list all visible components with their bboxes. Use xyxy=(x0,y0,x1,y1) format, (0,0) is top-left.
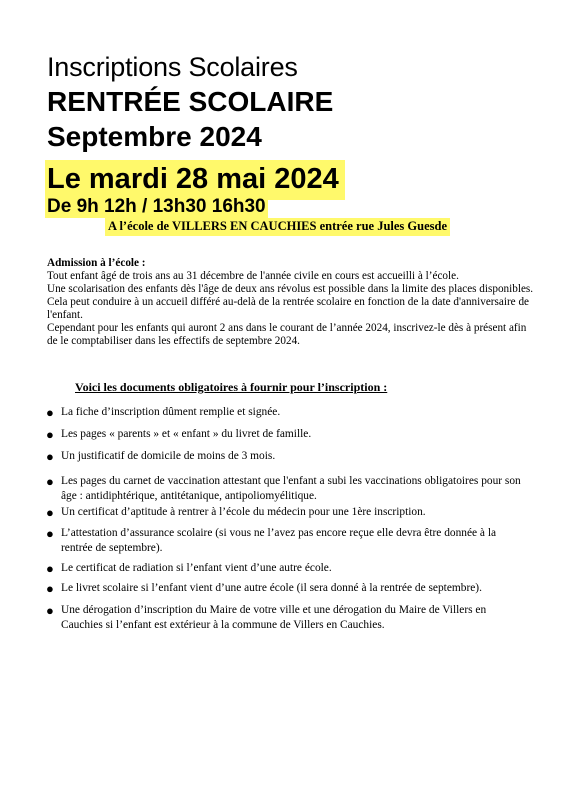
admission-paragraph: Tout enfant âgé de trois ans au 31 décembre de l'année civile en cours est accueilli à l’école. xyxy=(47,270,459,282)
bullet-icon: ● xyxy=(46,505,54,520)
list-item xyxy=(46,561,526,576)
list-item-text: Les pages du carnet de vaccination attestant que l'enfant a subi les vaccinations obligatoires pour son âge : antidiphtérique, antitétanique, antipoliomyélitique. xyxy=(61,475,521,502)
month-heading: Septembre 2024 xyxy=(47,121,262,152)
bullet-icon: ● xyxy=(46,449,54,464)
list-item xyxy=(46,474,526,504)
admission-paragraph: Une scolarisation des enfants dès l'âge de deux ans révolus est possible dans la limite des places disponibles. xyxy=(47,283,534,295)
list-item-text: Un justificatif de domicile de moins de 3 mois. xyxy=(61,450,276,462)
bullet-icon: ● xyxy=(46,581,54,596)
admission-title: Admission à l’école : xyxy=(47,257,146,269)
bullet-icon: ● xyxy=(46,526,54,541)
list-item-text: Un certificat d’aptitude à rentrer à l’école du médecin pour une 1ère inscription. xyxy=(61,506,426,518)
list-item-text: Une dérogation d’inscription du Maire de votre ville et une dérogation du Maire de Villers en Cauchies si l’enfant est extérieur à la commune de Villers en Cauchies. xyxy=(61,604,487,631)
date-heading: Le mardi 28 mai 2024 xyxy=(45,160,345,200)
page-title: Inscriptions Scolaires xyxy=(47,52,298,82)
rentree-heading: RENTRÉE SCOLAIRE xyxy=(47,86,334,117)
list-item-text: Le certificat de radiation si l’enfant vient d’une autre école. xyxy=(61,562,332,574)
list-item-text: L’attestation d’assurance scolaire (si vous ne l’avez pas encore reçue elle devra être donnée à la rentrée de septembre). xyxy=(61,527,497,554)
bullet-icon: ● xyxy=(46,405,54,420)
bullet-icon: ● xyxy=(46,427,54,442)
list-item-text: La fiche d’inscription dûment remplie et signée. xyxy=(61,406,281,418)
bullet-icon: ● xyxy=(46,474,54,489)
bullet-icon: ● xyxy=(46,561,54,576)
bullet-icon: ● xyxy=(46,603,54,618)
admission-section xyxy=(47,257,537,348)
admission-paragraph: Cela peut conduire à un accueil différé au-delà de la rentrée scolaire en fonction de la date d'anniversaire de l'enfant. xyxy=(47,296,530,321)
list-item-text: Le livret scolaire si l’enfant vient d’une autre école (il sera donné à la rentrée de septembre). xyxy=(61,582,482,594)
documents-title: Voici les documents obligatoires à fournir pour l’inscription : xyxy=(75,380,388,394)
location-line: A l’école de VILLERS EN CAUCHIES entrée rue Jules Guesde xyxy=(105,218,450,236)
list-item xyxy=(46,526,526,556)
list-item-text: Les pages « parents » et « enfant » du livret de famille. xyxy=(61,428,312,440)
list-item xyxy=(46,449,526,464)
list-item xyxy=(46,581,526,596)
hours-heading: De 9h 12h / 13h30 16h30 xyxy=(47,196,266,217)
list-item xyxy=(46,405,526,420)
admission-paragraph: Cependant pour les enfants qui auront 2 ans dans le courant de l’année 2024, inscrivez-le dès à présent afin de le comptabiliser dans les effectifs de septembre 2024. xyxy=(47,322,527,347)
list-item xyxy=(46,505,526,520)
list-item xyxy=(46,427,526,442)
list-item xyxy=(46,603,526,633)
